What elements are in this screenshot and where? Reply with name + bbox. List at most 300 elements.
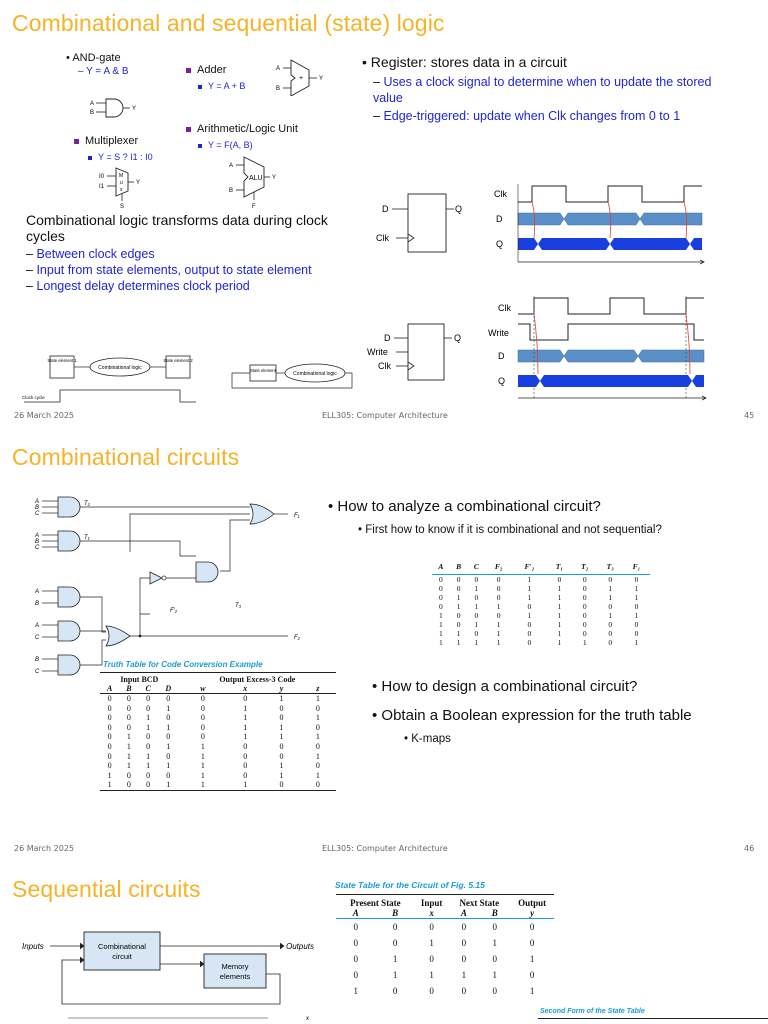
state-cell-3: 0 [461, 986, 467, 996]
bcd-cell-7: 1 [315, 770, 320, 780]
state-cell-3: 0 [461, 954, 467, 964]
table-row [336, 983, 554, 999]
table-row [100, 694, 336, 704]
analysis-cell-0: 1 [438, 638, 443, 647]
state-header-3: A [460, 908, 467, 918]
svg-text:ALU: ALU [249, 175, 263, 182]
bcd-header-7: z [316, 684, 320, 693]
bcd-cell-6: 1 [279, 694, 284, 703]
analysis-cell-5: 1 [557, 584, 562, 593]
analysis-header-6: T₂ [581, 562, 589, 571]
bcd-cell-6: 0 [279, 741, 284, 751]
group-next: Next State [459, 898, 500, 908]
state-cell-5: 0 [529, 922, 535, 932]
analysis-header-0: A [438, 562, 444, 571]
bcd-cell-4: 1 [179, 780, 227, 790]
state-cell-2: 0 [429, 954, 434, 964]
table-row [432, 638, 650, 647]
bcd-cell-2: 0 [146, 732, 151, 742]
bullet-boolean: • Obtain a Boolean expression for the truth table [372, 707, 692, 724]
svg-text:Combinational logic: Combinational logic [293, 371, 337, 377]
bullet-design: • How to design a combinational circuit? [372, 678, 638, 695]
analysis-truth-table [432, 559, 650, 647]
analysis-cell-6: 0 [582, 575, 587, 584]
bcd-cell-5: 0 [243, 741, 248, 751]
mux-symbol [98, 166, 148, 210]
svg-text:B: B [35, 657, 40, 663]
state-cell-1: 1 [392, 970, 398, 980]
svg-text:Q: Q [498, 376, 506, 386]
table-row [432, 584, 650, 593]
footer-course: ELL305: Computer Architecture [322, 411, 448, 420]
state-cell-2: 1 [429, 970, 434, 980]
svg-text:S: S [120, 204, 125, 210]
analysis-cell-6: 0 [582, 620, 587, 629]
bcd-cell-1: 0 [126, 703, 131, 713]
footer-course: ELL305: Computer Architecture [322, 844, 448, 853]
analysis-cell-2: 0 [474, 611, 479, 620]
svg-text:Clk: Clk [376, 233, 389, 243]
bcd-cell-2: 1 [146, 713, 151, 723]
state-cell-3: 1 [461, 970, 467, 980]
and-gate-bullet: • AND-gate [66, 52, 121, 64]
bcd-cell-3: 1 [166, 741, 171, 751]
analysis-cell-3: 0 [496, 575, 501, 584]
analysis-cell-1: 0 [456, 575, 461, 584]
analysis-cell-8: 0 [634, 602, 639, 611]
svg-text:B: B [35, 539, 40, 545]
analysis-cell-1: 1 [456, 593, 461, 602]
analysis-cell-4: 0 [527, 629, 532, 638]
multiplexer-label: Multiplexer [74, 135, 138, 147]
analysis-cell-0: 1 [438, 611, 443, 620]
analysis-cell-4: 1 [527, 611, 532, 620]
svg-text:F: F [252, 204, 256, 210]
state-cell-1: 0 [392, 922, 398, 932]
svg-text:+: + [299, 75, 304, 82]
svg-text:T₂: T₂ [84, 501, 90, 507]
analysis-cell-7: 0 [608, 602, 613, 611]
slide-46 [0, 432, 768, 860]
footer-date: 26 March 2025 [14, 411, 75, 420]
bcd-cell-2: 0 [146, 770, 151, 780]
alu-symbol [228, 156, 288, 210]
svg-text:B: B [276, 86, 281, 92]
bcd-cell-5: 1 [227, 780, 263, 790]
state-table [336, 894, 554, 999]
analysis-cell-5: 1 [557, 638, 562, 647]
bcd-cell-4: 1 [200, 761, 205, 771]
bcd-cell-6: 0 [279, 751, 284, 761]
table-row [432, 602, 650, 611]
analysis-cell-0: 0 [438, 575, 443, 584]
state-cell-2: 1 [429, 938, 434, 948]
bcd-group-output: Output Excess-3 Code [219, 675, 296, 684]
analysis-cell-0: 0 [438, 593, 443, 602]
analysis-cell-2: 0 [474, 575, 479, 584]
bcd-cell-0: 0 [107, 703, 112, 713]
svg-text:Y: Y [319, 76, 324, 82]
analysis-header-4: F′₂ [524, 562, 535, 571]
bcd-cell-3: 0 [166, 732, 171, 742]
bcd-cell-6: 1 [279, 732, 284, 742]
analysis-cell-4: 1 [527, 575, 532, 584]
bcd-cell-5: 1 [243, 703, 248, 713]
svg-text:Outputs: Outputs [286, 942, 315, 951]
register-heading: • Register: stores data in a circuit [362, 54, 567, 70]
table-row [100, 732, 336, 742]
analysis-cell-1: 1 [456, 629, 461, 638]
analysis-cell-4: 0 [527, 620, 532, 629]
svg-text:State element 1: State element 1 [47, 358, 77, 363]
analysis-cell-7: 1 [608, 584, 613, 593]
bcd-cell-4: 0 [200, 732, 205, 742]
svg-text:Q: Q [454, 333, 462, 343]
analysis-cell-4: 1 [527, 584, 532, 593]
svg-text:D: D [382, 204, 389, 214]
bcd-cell-0: 0 [107, 761, 112, 771]
svg-text:M: M [119, 173, 124, 179]
bcd-cell-1: 0 [126, 770, 131, 780]
alu-expr: Y = F(A, B) [198, 140, 253, 150]
state-header-1: B [392, 908, 399, 918]
bcd-cell-0: 1 [100, 780, 119, 790]
slide-title: Combinational circuits [12, 444, 240, 470]
state-cell-5: 1 [529, 954, 535, 964]
analysis-cell-5: 1 [557, 629, 562, 638]
bcd-cell-5: 0 [243, 694, 248, 703]
state-cell-0: 0 [353, 922, 358, 932]
bcd-cell-1: 0 [126, 722, 131, 732]
bcd-cell-7: 0 [315, 761, 320, 771]
bcd-cell-4: 0 [200, 694, 205, 703]
svg-text:circuit: circuit [112, 952, 132, 961]
bcd-cell-3: 1 [158, 780, 179, 790]
svg-text:T₁: T₁ [84, 535, 90, 541]
bcd-cell-4: 1 [200, 751, 205, 761]
bcd-cell-6: 1 [279, 722, 284, 732]
second-table-rule [538, 1018, 768, 1019]
svg-text:Clk: Clk [494, 189, 507, 199]
table-row [100, 771, 336, 781]
analysis-cell-3: 1 [496, 620, 501, 629]
comb-point-1: – Between clock edges [26, 247, 155, 261]
svg-text:F′₂: F′₂ [170, 608, 178, 614]
slide-45 [0, 0, 768, 432]
bcd-cell-7: 1 [315, 713, 320, 723]
bcd-cell-0: 0 [107, 694, 112, 703]
analysis-header-3: F₂ [494, 562, 503, 571]
state-cell-0: 0 [353, 954, 358, 964]
bcd-cell-6: 0 [263, 780, 299, 790]
bcd-cell-3: 0 [166, 713, 171, 723]
svg-text:A: A [35, 533, 40, 539]
analysis-cell-7: 1 [608, 611, 613, 620]
svg-text:C: C [35, 635, 40, 641]
state-cell-4: 0 [492, 922, 498, 932]
analysis-cell-8: 0 [634, 620, 639, 629]
bcd-table [100, 672, 336, 791]
analysis-cell-8: 1 [634, 593, 639, 602]
analysis-cell-7: 0 [608, 638, 613, 647]
svg-text:B: B [229, 188, 234, 194]
analysis-cell-8: 0 [634, 575, 639, 584]
bcd-cell-7: 1 [315, 694, 320, 703]
bcd-cell-0: 0 [107, 751, 112, 761]
svg-text:B: B [35, 505, 40, 511]
svg-text:State element 2: State element 2 [163, 358, 193, 363]
bcd-cell-2: 1 [146, 761, 151, 771]
bcd-cell-3: 0 [166, 770, 171, 780]
svg-text:T₃: T₃ [235, 603, 242, 609]
analysis-cell-4: 0 [527, 638, 532, 647]
bcd-cell-3: 1 [166, 761, 171, 771]
bcd-cell-7: 0 [315, 722, 320, 732]
adder-expr: Y = A + B [198, 81, 245, 91]
slide-title: Combinational and sequential (state) logic [12, 10, 445, 36]
timing-diagram-1 [490, 180, 710, 266]
footer-date: 26 March 2025 [14, 844, 75, 853]
state-cell-0: 0 [353, 938, 358, 948]
bcd-cell-7: 0 [315, 703, 320, 713]
analysis-cell-0: 1 [438, 620, 443, 629]
table-row [432, 593, 650, 602]
bcd-cell-4: 0 [200, 713, 205, 723]
analysis-header-8: F₁ [632, 562, 641, 571]
state-cell-4: 0 [492, 986, 498, 996]
svg-text:C: C [35, 669, 40, 675]
svg-text:B: B [90, 110, 95, 116]
analysis-header-1: B [456, 562, 462, 571]
state-cell-0: 1 [353, 986, 358, 996]
svg-text:D: D [384, 333, 391, 343]
analysis-cell-3: 0 [496, 584, 501, 593]
bcd-cell-0: 0 [107, 732, 112, 742]
svg-text:B: B [35, 601, 40, 607]
analysis-cell-6: 0 [582, 584, 587, 593]
state-header-0: A [352, 908, 359, 918]
table-row [100, 704, 336, 714]
svg-text:Q: Q [455, 204, 463, 214]
analysis-cell-5: 1 [557, 602, 562, 611]
state-cell-1: 0 [392, 938, 398, 948]
page-number: 45 [744, 411, 755, 420]
svg-text:C: C [35, 511, 40, 517]
bullet-kmaps: • K-maps [404, 733, 451, 745]
bcd-cell-1: 1 [126, 732, 131, 742]
bcd-cell-2: 1 [146, 751, 151, 761]
table-row [100, 742, 336, 752]
analysis-cell-6: 0 [582, 602, 587, 611]
svg-text:elements: elements [219, 972, 251, 981]
analysis-cell-2: 0 [474, 629, 479, 638]
analysis-cell-4: 1 [527, 593, 532, 602]
state-cell-2: 0 [429, 922, 434, 932]
bcd-cell-6: 1 [279, 761, 284, 771]
bcd-cell-7: 0 [315, 741, 320, 751]
svg-text:A: A [35, 589, 40, 595]
bcd-cell-0: 0 [107, 722, 112, 732]
svg-text:u: u [120, 180, 123, 186]
bcd-header-3: D [165, 684, 172, 693]
state-cell-5: 1 [529, 986, 535, 996]
svg-text:D: D [498, 351, 505, 361]
table-row [432, 575, 650, 585]
state-header-2: x [429, 908, 434, 918]
table-row [336, 967, 554, 983]
analysis-cell-1: 1 [456, 638, 461, 647]
bcd-cell-3: 0 [166, 751, 171, 761]
page-number: 46 [744, 844, 755, 853]
svg-text:Clk: Clk [378, 361, 391, 371]
table-row [336, 935, 554, 951]
analysis-cell-5: 1 [557, 620, 562, 629]
bcd-header-1: B [126, 684, 132, 693]
group-output: Output [518, 898, 547, 908]
comb-heading: Combinational logic transforms data during clock cycles [26, 212, 328, 244]
bcd-cell-6: 1 [279, 770, 284, 780]
table-row [100, 752, 336, 762]
table-row [432, 611, 650, 620]
analysis-cell-3: 1 [496, 629, 501, 638]
state-cell-3: 0 [461, 938, 467, 948]
bcd-cell-7: 0 [300, 780, 336, 790]
analysis-cell-7: 0 [608, 620, 613, 629]
analysis-cell-2: 1 [474, 638, 479, 647]
svg-text:Clk: Clk [498, 303, 511, 313]
bcd-cell-3: 1 [166, 703, 171, 713]
timing-diagram-2 [484, 294, 710, 406]
state-cell-2: 0 [429, 986, 434, 996]
state-cell-4: 1 [492, 970, 498, 980]
analysis-cell-2: 1 [474, 620, 479, 629]
bcd-cell-5: 1 [243, 732, 248, 742]
svg-text:Write: Write [367, 347, 388, 357]
bcd-cell-1: 0 [126, 694, 131, 703]
register-point-1: – Uses a clock signal to determine when to update the stored value [373, 75, 712, 105]
state-cell-1: 1 [392, 954, 398, 964]
bcd-cell-5: 1 [243, 713, 248, 723]
analysis-header-2: C [473, 562, 479, 571]
bcd-cell-0: 0 [107, 741, 112, 751]
bullet-how-to-know: • First how to know if it is combinational and not sequential? [358, 524, 662, 536]
bcd-cell-4: 0 [200, 722, 205, 732]
analysis-cell-6: 1 [582, 638, 587, 647]
analysis-cell-8: 1 [634, 611, 639, 620]
bcd-cell-6: 0 [279, 703, 284, 713]
analysis-cell-2: 0 [474, 593, 479, 602]
analysis-cell-2: 1 [474, 584, 479, 593]
state-cell-0: 0 [353, 970, 358, 980]
combinational-circuit-diagram [30, 492, 310, 687]
state-header-4: B [491, 908, 498, 918]
analysis-header-7: T₃ [606, 562, 614, 571]
analysis-cell-4: 0 [527, 602, 532, 611]
analysis-cell-3: 0 [496, 593, 501, 602]
table-row [100, 761, 336, 771]
analysis-cell-7: 1 [608, 593, 613, 602]
sequential-block-diagram [18, 922, 328, 1022]
bcd-group-input: Input BCD [120, 675, 159, 684]
bcd-cell-6: 0 [279, 713, 284, 723]
state-cell-1: 0 [392, 986, 398, 996]
group-input: Input [420, 898, 443, 908]
second-form-caption: Second Form of the State Table [540, 1008, 645, 1015]
bcd-cell-1: 0 [126, 713, 131, 723]
svg-text:A: A [276, 66, 281, 72]
bcd-cell-2: 0 [146, 703, 151, 713]
analysis-cell-0: 0 [438, 602, 443, 611]
bcd-cell-1: 1 [126, 741, 131, 751]
state-cell-5: 0 [529, 970, 535, 980]
bcd-cell-5: 0 [243, 751, 248, 761]
bullet-analyze: • How to analyze a combinational circuit? [328, 498, 601, 515]
svg-text:C: C [35, 545, 40, 551]
svg-text:F₁: F₁ [294, 513, 300, 519]
svg-text:x: x [120, 187, 123, 193]
analysis-cell-1: 0 [456, 611, 461, 620]
and-gate-expr: – Y = A & B [78, 66, 129, 77]
svg-text:A: A [35, 499, 40, 505]
svg-text:State element: State element [250, 368, 276, 373]
analysis-cell-8: 0 [634, 629, 639, 638]
state-comb-diagram [20, 350, 360, 408]
bcd-cell-7: 1 [315, 751, 320, 761]
bcd-cell-0: 0 [107, 713, 112, 723]
svg-text:I0: I0 [99, 174, 105, 180]
bcd-cell-4: 1 [200, 770, 205, 780]
analysis-cell-6: 0 [582, 611, 587, 620]
state-table-caption: State Table for the Circuit of Fig. 5.15 [335, 880, 485, 890]
register-symbol-2 [364, 322, 469, 382]
bcd-cell-1: 0 [119, 780, 138, 790]
multiplexer-expr: Y = S ? I1 : I0 [88, 152, 153, 162]
svg-text:D: D [496, 214, 503, 224]
state-cell-3: 0 [461, 922, 467, 932]
table-row [100, 780, 336, 790]
bcd-cell-3: 0 [166, 694, 171, 703]
svg-text:Y: Y [272, 175, 277, 181]
comb-point-3: – Longest delay determines clock period [26, 279, 250, 293]
comb-point-2: – Input from state elements, output to state element [26, 263, 312, 277]
bcd-header-2: C [145, 684, 151, 693]
analysis-cell-1: 1 [456, 602, 461, 611]
analysis-cell-6: 0 [582, 593, 587, 602]
analysis-cell-5: 1 [557, 593, 562, 602]
svg-text:A: A [90, 101, 95, 107]
adder-symbol [275, 58, 335, 96]
bcd-cell-5: 0 [243, 770, 248, 780]
analysis-cell-7: 0 [608, 575, 613, 584]
bcd-table-caption: Truth Table for Code Conversion Example [103, 660, 263, 669]
slide-title: Sequential circuits [12, 876, 201, 902]
bcd-cell-7: 1 [315, 732, 320, 742]
bcd-cell-0: 1 [107, 770, 112, 780]
register-symbol-1 [376, 188, 466, 254]
analysis-cell-5: 0 [557, 575, 562, 584]
svg-text:Clock cycle: Clock cycle [22, 395, 45, 400]
state-cell-5: 0 [529, 938, 535, 948]
bcd-cell-2: 0 [139, 780, 158, 790]
table-row [432, 620, 650, 629]
analysis-cell-5: 1 [557, 611, 562, 620]
and-gate-symbol [88, 96, 148, 120]
svg-text:F₂: F₂ [294, 635, 300, 641]
svg-text:Y: Y [136, 180, 141, 186]
svg-text:A: A [229, 163, 234, 169]
bcd-header-0: A [106, 684, 113, 693]
table-row [432, 629, 650, 638]
